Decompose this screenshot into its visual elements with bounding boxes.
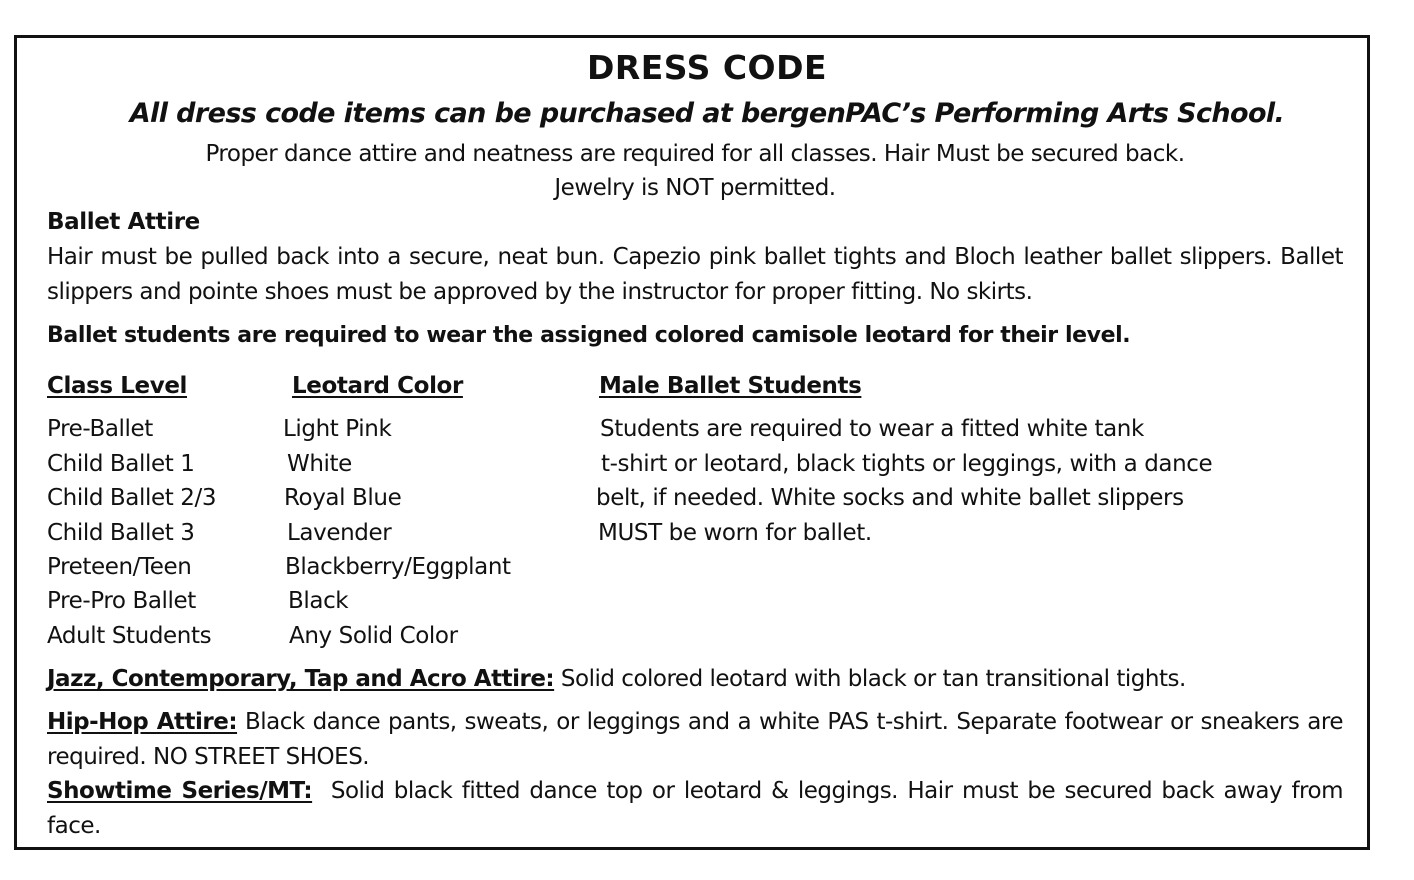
- class-level-cell: Adult Students: [47, 623, 212, 649]
- class-level-cell: Child Ballet 3: [47, 520, 195, 546]
- page-title: DRESS CODE: [586, 48, 828, 87]
- male-ballet-text-line: MUST be worn for ballet.: [598, 520, 872, 546]
- ballet-attire-text: Hair must be pulled back into a secure, neat bun. Capezio pink ballet tights and Bloch leather ballet slippers. Ballet slippers and pointe shoes must be approved by the instructor for proper fitting. No skirts.: [47, 244, 1343, 305]
- leotard-color-cell: Royal Blue: [284, 485, 402, 511]
- leotard-color-cell: Light Pink: [283, 416, 392, 442]
- class-level-cell: Child Ballet 1: [47, 451, 195, 477]
- hiphop-attire-label: Hip-Hop Attire:: [47, 709, 238, 735]
- class-level-cell: Child Ballet 2/3: [47, 485, 217, 511]
- hiphop-attire-paragraph: [47, 705, 1343, 775]
- showtime-attire-paragraph: [47, 774, 1350, 844]
- leotard-color-cell: Blackberry/Eggplant: [285, 554, 511, 580]
- jazz-attire-text: Solid colored leotard with black or tan transitional tights.: [554, 666, 1186, 692]
- leotard-color-cell: White: [287, 451, 352, 477]
- male-ballet-text-line: belt, if needed. White socks and white ballet slippers: [596, 485, 1184, 511]
- hiphop-attire-text: Black dance pants, sweats, or leggings and a white PAS t-shirt. Separate footwear or sneakers are required. NO STREET SHOES.: [47, 709, 1343, 770]
- jazz-attire-label: Jazz, Contemporary, Tap and Acro Attire:: [47, 666, 555, 692]
- leotard-color-cell: Lavender: [287, 520, 392, 546]
- showtime-attire-text: Solid black fitted dance top or leotard & leggings. Hair must be secured back away from face.: [47, 778, 1350, 839]
- intro-line-1: Proper dance attire and neatness are required for all classes. Hair Must be secured back.: [205, 141, 1185, 167]
- leotard-color-cell: Black: [288, 588, 349, 614]
- male-ballet-text-line: Students are required to wear a fitted white tank: [600, 416, 1144, 442]
- jazz-attire-paragraph: [47, 662, 1343, 697]
- class-level-cell: Pre-Pro Ballet: [47, 588, 196, 614]
- class-level-cell: Pre-Ballet: [47, 416, 153, 442]
- showtime-attire-label: Showtime Series/MT:: [47, 778, 313, 804]
- leotard-color-cell: Any Solid Color: [289, 623, 458, 649]
- purchase-notice: All dress code items can be purchased at bergenPAC’s Performing Arts School.: [129, 98, 1285, 129]
- class-level-cell: Preteen/Teen: [47, 554, 192, 580]
- male-ballet-text-line: t-shirt or leotard, black tights or leggings, with a dance: [601, 451, 1213, 477]
- male-ballet-students-header: Male Ballet Students: [599, 373, 862, 399]
- class-level-header: Class Level: [47, 373, 188, 399]
- ballet-attire-heading: Ballet Attire: [47, 209, 200, 235]
- intro-line-2: Jewelry is NOT permitted.: [554, 175, 836, 201]
- leotard-color-header: Leotard Color: [292, 373, 463, 399]
- ballet-leotard-requirement: Ballet students are required to wear the assigned colored camisole leotard for their level.: [47, 323, 1131, 348]
